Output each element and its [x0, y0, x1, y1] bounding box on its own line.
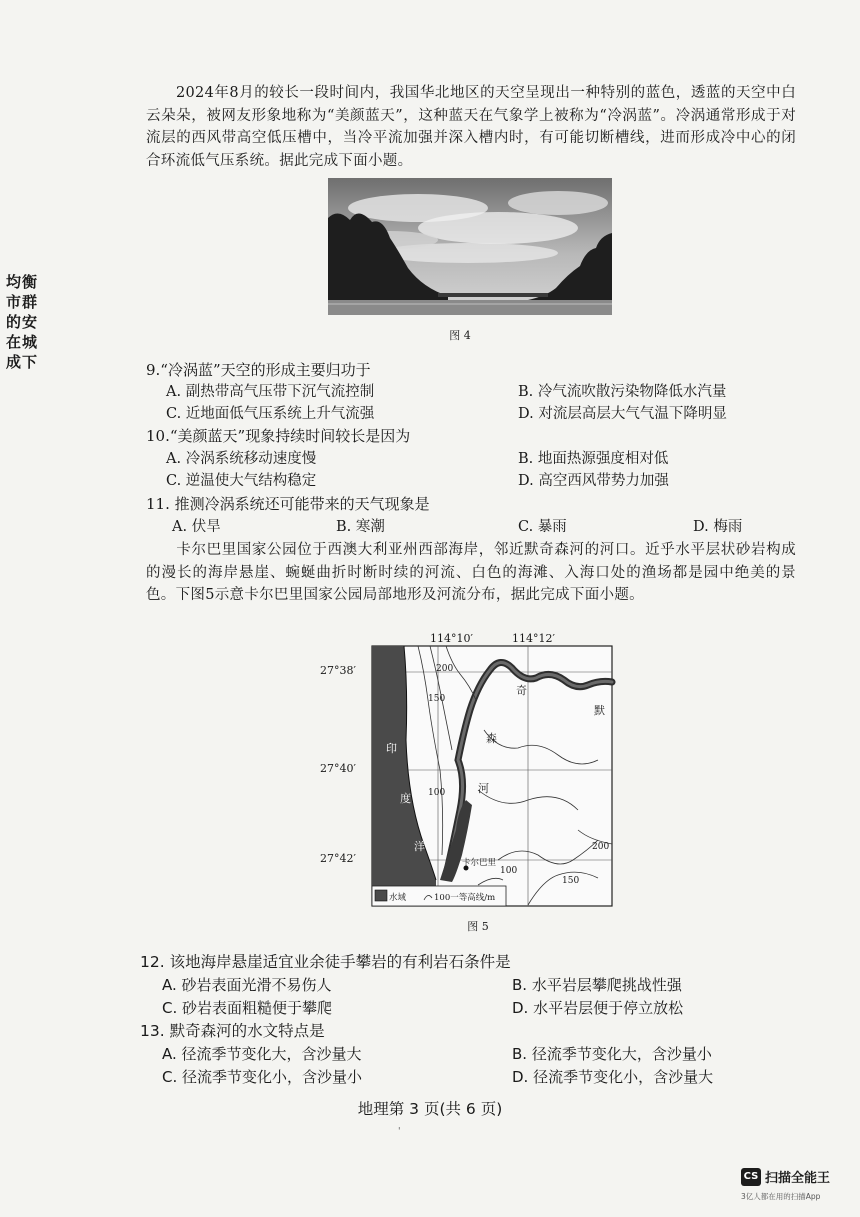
- map-contour-label-5: 150: [562, 876, 580, 886]
- q11-option-d: D. 梅雨: [693, 519, 743, 535]
- map-contour-label-6: 100: [500, 866, 518, 876]
- map-town-label: 卡尔巴里: [462, 858, 497, 868]
- q10-option-a: A. 冷涡系统移动速度慢: [166, 451, 317, 467]
- map-river-char-1: 默: [594, 704, 605, 717]
- q10-option-b: B. 地面热源强度相对低: [518, 451, 669, 467]
- map-contour-label-4: 200: [592, 842, 610, 852]
- q9-option-a: A. 副热带高气压带下沉气流控制: [166, 384, 375, 400]
- q12-option-d: D. 水平岩层便于停立放松: [512, 999, 684, 1017]
- scanner-name: 扫描全能王: [765, 1171, 831, 1186]
- figure-4-photo: [328, 178, 612, 315]
- figure-5-map: [320, 630, 618, 910]
- q13-option-c: C. 径流季节变化小，含沙量小: [162, 1068, 363, 1086]
- figure-4-caption: 图 4: [449, 329, 471, 342]
- side-margin-text: 均衡 市群 的安 在城 成下: [6, 273, 39, 371]
- map-river-char-3: 森: [486, 732, 497, 745]
- map-ocean-char-1: 印: [386, 742, 397, 755]
- map-river-char-4: 河: [478, 782, 489, 795]
- q13-option-b: B. 径流季节变化大，含沙量小: [512, 1045, 712, 1063]
- map-lat-label-1: 27°38′: [320, 664, 356, 677]
- q9-option-d: D. 对流层高层大气气温下降明显: [518, 406, 727, 422]
- footer-mark: ': [398, 1127, 401, 1137]
- q12-stem: 12. 该地海岸悬崖适宜业余徒手攀岩的有利岩石条件是: [140, 953, 511, 971]
- map-legend-contour: 100一等高线/m: [434, 893, 496, 903]
- q11-stem: 11. 推测冷涡系统还可能带来的天气现象是: [146, 495, 430, 513]
- map-contour-label-2: 150: [428, 694, 446, 704]
- map-lon-label-1: 114°10′: [430, 632, 473, 645]
- q13-stem: 13. 默奇森河的水文特点是: [140, 1022, 325, 1040]
- q11-option-b: B. 寒潮: [336, 519, 385, 535]
- map-ocean-char-3: 洋: [414, 840, 425, 853]
- map-contour-label-3: 100: [428, 788, 446, 798]
- q9-stem: 9.“冷涡蓝”天空的形成主要归功于: [146, 361, 371, 379]
- passage-1: 2024年8月的较长一段时间内，我国华北地区的天空呈现出一种特别的蓝色，透蓝的天空中白云朵朵，被网友形象地称为“美颜蓝天”，这种蓝天在气象学上被称为“冷涡蓝”。冷涡通常形成于对流层的西风带高空低压槽中，当冷平流加强并深入槽内时，有可能切断槽线，进而形成冷中心的闭合环流低气压系统。据此完成下面小题。: [146, 85, 796, 169]
- map-ocean-char-2: 度: [400, 792, 411, 805]
- q9-option-c: C. 近地面低气压系统上升气流强: [166, 406, 375, 422]
- map-lon-label-2: 114°12′: [512, 632, 555, 645]
- q10-option-d: D. 高空西风带势力加强: [518, 473, 669, 489]
- q13-option-a: A. 径流季节变化大，含沙量大: [162, 1045, 362, 1063]
- q11-option-a: A. 伏旱: [172, 519, 221, 535]
- map-legend-water: 水域: [389, 893, 407, 903]
- map-river-char-2: 奇: [516, 684, 527, 697]
- page-footer: 地理第 3 页(共 6 页): [357, 1100, 503, 1118]
- scanner-watermark: [741, 1166, 851, 1206]
- q13-option-d: D. 径流季节变化小，含沙量大: [512, 1068, 714, 1086]
- scanner-tagline: 3亿人都在用的扫描App: [741, 1192, 821, 1201]
- q12-option-c: C. 砂岩表面粗糙便于攀爬: [162, 999, 333, 1017]
- figure-5-caption: 图 5: [467, 920, 489, 933]
- q10-stem: 10.“美颜蓝天”现象持续时间较长是因为: [146, 427, 411, 445]
- map-contour-label-1: 200: [436, 664, 454, 674]
- q11-option-c: C. 暴雨: [518, 519, 567, 535]
- map-lat-label-3: 27°42′: [320, 852, 356, 865]
- q12-option-b: B. 水平岩层攀爬挑战性强: [512, 976, 682, 994]
- scanner-logo-icon: CS: [741, 1168, 761, 1186]
- q9-option-b: B. 冷气流吹散污染物降低水汽量: [518, 384, 727, 400]
- q10-option-c: C. 逆温使大气结构稳定: [166, 473, 317, 489]
- map-lat-label-2: 27°40′: [320, 762, 356, 775]
- passage-2: 卡尔巴里国家公园位于西澳大利亚州西部海岸，邻近默奇森河的河口。近乎水平层状砂岩构成的漫长的海岸悬崖、蜿蜒曲折时断时续的河流、白色的海滩、入海口处的渔场都是园中绝美的景色。下图5示意卡尔巴里国家公园局部地形及河流分布，据此完成下面小题。: [146, 542, 796, 603]
- q12-option-a: A. 砂岩表面光滑不易伤人: [162, 976, 332, 994]
